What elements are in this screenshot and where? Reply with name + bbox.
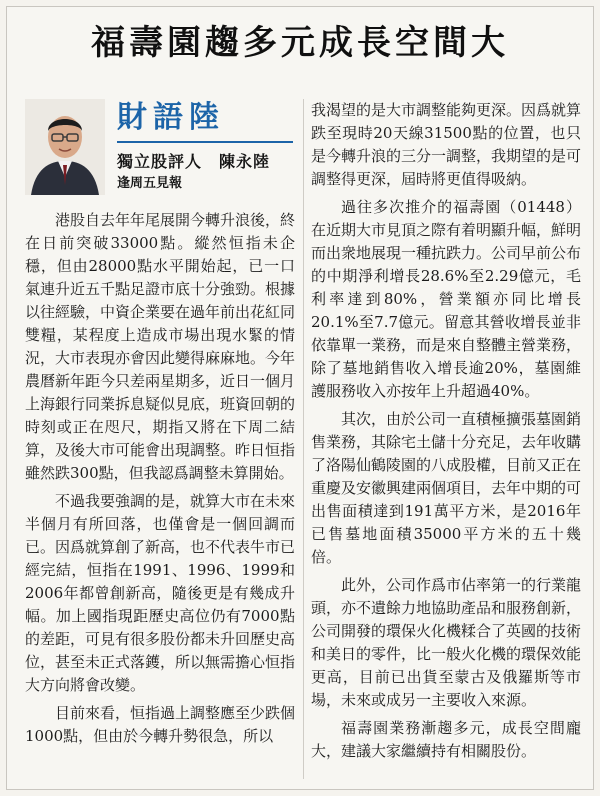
headline: 福壽園趨多元成長空間大	[91, 23, 509, 63]
newspaper-clipping	[6, 6, 594, 790]
author-portrait-icon	[25, 99, 105, 195]
paragraph: 其次，由於公司一直積極擴張墓園銷售業務，其除宅土儲十分充足，去年收購了洛陽仙鶴陵園的八成股權，目前又正在重慶及安徽興建兩個項目，去年中期的可出售面積達到191萬平方米，是2016年已售墓地面積35000平方米的五十幾倍。	[311, 410, 582, 566]
author-name: 獨立股評人 陳永陸	[117, 152, 271, 171]
paragraph: 不過我要強調的是，就算大市在未來半個月有所回落，也僅會是一個回調而已。因爲就算創了新高，也不代表牛市已經完結，恒指在1991、1996、1999和2006年都曾創新高，隨後更是有幾成升幅。加上國指現距歷史高位仍有7000點的差距，可見有很多股份都未升回歷史高位，甚至未正式落鑊，所以無需擔心恒指大方向將會改變。	[25, 492, 296, 694]
byline-text	[117, 99, 297, 193]
paragraph: 福壽園業務漸趨多元，成長空間龐大，建議大家繼續持有相關股份。	[311, 719, 581, 760]
byline-divider	[117, 141, 293, 143]
publication-schedule: 逢周五見報	[117, 176, 183, 191]
column-divider	[303, 99, 304, 779]
paragraph: 港股自去年年尾展開今轉升浪後，終在日前突破33000點。縱然恒指未企穩，但由28000點水平開始起，已一口氣連升近五千點足證市底十分強勁。根據以往經驗，中資企業要在過年前出花紅同雙糧，某程度上造成市場出現水緊的情況，大市表現亦會因此變得麻麻地。今年農曆新年距今只差兩星期多，近日一個月上海銀行同業拆息疑似見底，班資回朝的時刻或正在咫尺，期指又將在下周二結算，及後大市可能會出現調整。昨日恒指雖然跌300點，但我認爲調整未算開始。	[25, 211, 296, 482]
column-name: 財語陸	[117, 100, 225, 135]
paragraph: 我渴望的是大市調整能夠更深。因爲就算跌至現時20天線31500點的位置，也只是今轉升浪的三分一調整，我期望的是可調整得更深，屆時將更值得吸納。	[311, 101, 582, 188]
paragraph: 此外，公司作爲市佔率第一的行業龍頭，亦不遺餘力地協助產品和服務創新，公司開發的環保火化機糅合了英國的技術和美日的零件，比一般火化機的環保效能更高，目前已出貨至蒙古及俄羅斯等市場，未來或成另一主要收入來源。	[311, 576, 582, 709]
paragraph: 過往多次推介的福壽園（01448）在近期大市見頂之際有着明顯升幅，鮮明而出衆地展現一種抗跌力。公司早前公布的中期淨利增長28.6%至2.29億元，毛利率達到80%，營業額亦同比增長20.1%至7.7億元。留意其營收增長並非依靠單一業務，而是來自整體主營業務，除了墓地銷售收入增長逾20%，墓園維護服務收入亦按年上升超過40%。	[311, 198, 582, 400]
author-photo	[25, 99, 105, 195]
paragraph: 目前來看，恒指過上調整應至少跌個1000點，但由於今轉升勢很急，所以	[25, 704, 296, 745]
article-column-right	[311, 99, 581, 768]
byline	[25, 99, 299, 199]
